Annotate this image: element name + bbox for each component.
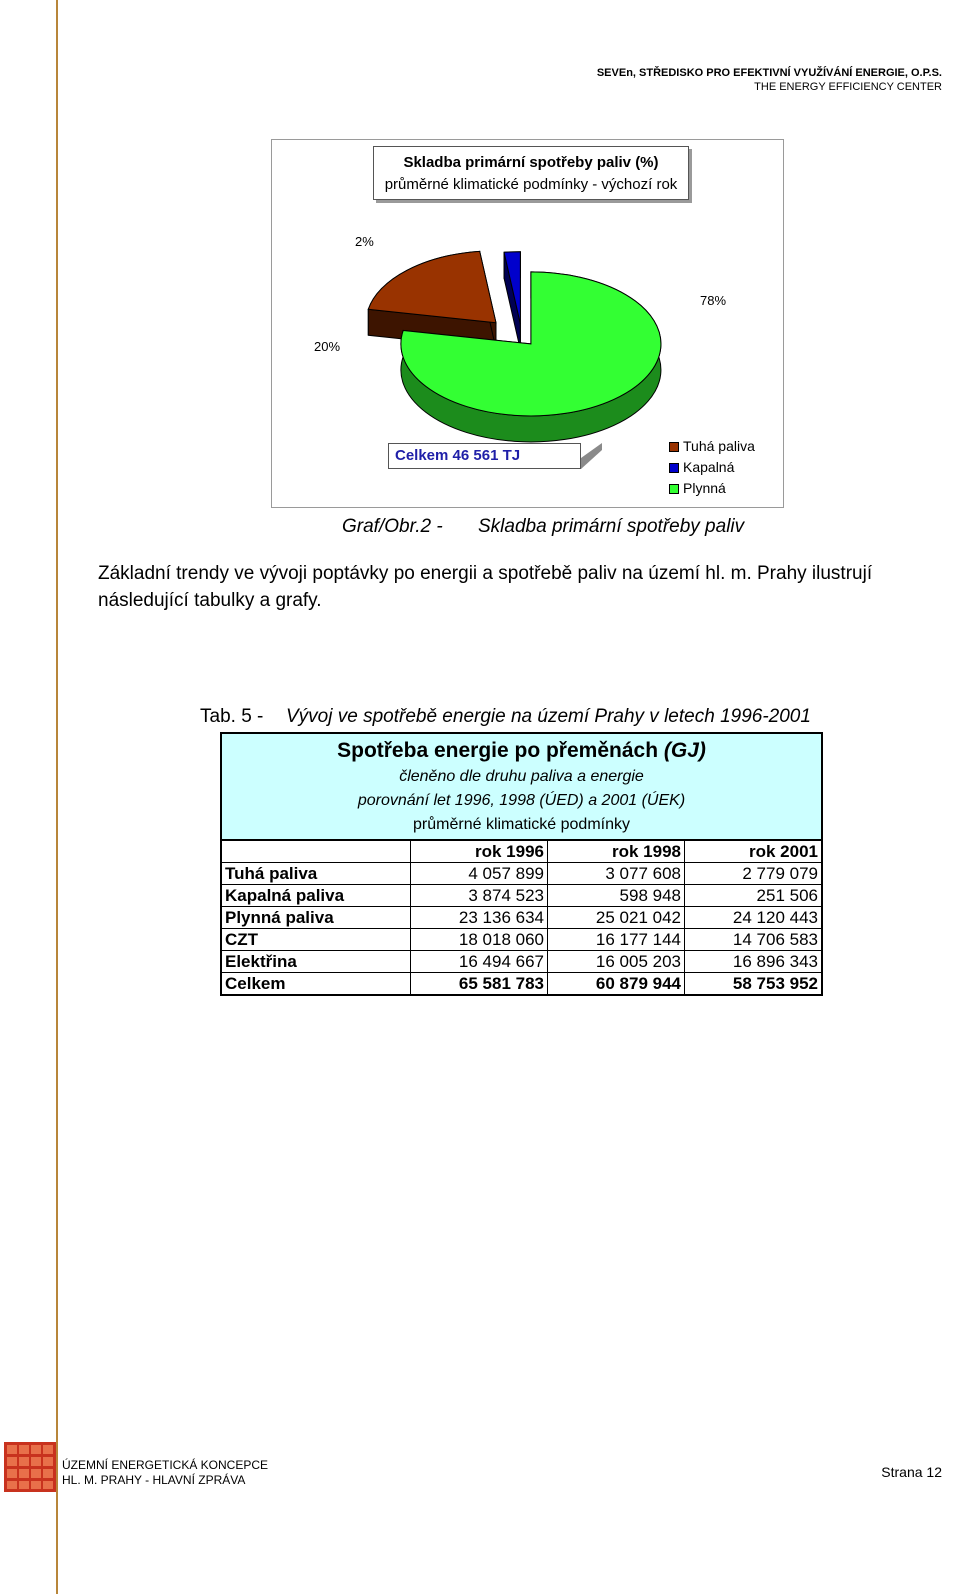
legend-label: Plynná xyxy=(683,480,726,496)
left-margin-rule xyxy=(56,0,58,1594)
chart-legend xyxy=(669,436,755,499)
table-cell: 18 018 060 xyxy=(411,929,548,951)
column-header: rok 1998 xyxy=(548,840,685,863)
pie-chart-frame xyxy=(271,139,784,508)
table-header-block xyxy=(221,733,822,840)
organization-subtitle: THE ENERGY EFFICIENCY CENTER xyxy=(754,81,942,93)
organization-name: SEVEn, STŘEDISKO PRO EFEKTIVNÍ VYUŽÍVÁNÍ ENERGIE, O.P.S. xyxy=(596,67,942,79)
legend-entry xyxy=(669,436,755,457)
body-paragraph: Základní trendy ve vývoji poptávky po energii a spotřebě paliv na území hl. m. Prahy ilustrují následující tabulky a grafy. xyxy=(98,563,873,611)
table-cell: 16 494 667 xyxy=(411,951,548,973)
table-total-row xyxy=(221,973,822,996)
total-box-shadow xyxy=(581,443,602,469)
table-column-header-row xyxy=(221,840,822,863)
row-label: Celkem xyxy=(221,973,411,996)
energy-consumption-table xyxy=(220,732,823,996)
table-cell: 65 581 783 xyxy=(411,973,548,996)
legend-label: Kapalná xyxy=(683,459,735,475)
footer-line-2: HL. M. PRAHY - HLAVNÍ ZPRÁVA xyxy=(62,1473,246,1487)
column-header: rok 1996 xyxy=(411,840,548,863)
footer-document-title xyxy=(62,1458,268,1488)
column-header: rok 2001 xyxy=(685,840,823,863)
table-caption-label: Tab. 5 - xyxy=(200,706,264,727)
row-label: Plynná paliva xyxy=(221,907,411,929)
table-title: Spotřeba energie po přeměnách (GJ) xyxy=(337,739,706,762)
organization-header xyxy=(597,66,942,94)
row-label: Elektřina xyxy=(221,951,411,973)
chart-subtitle: průměrné klimatické podmínky - výchozí rok xyxy=(384,176,678,193)
legend-swatch xyxy=(669,463,679,473)
chart-total-annotation: Celkem 46 561 TJ xyxy=(388,443,581,469)
table-cell: 598 948 xyxy=(548,885,685,907)
legend-entry xyxy=(669,457,755,478)
legend-entry xyxy=(669,478,755,499)
table-title-unit: (GJ) xyxy=(663,739,706,762)
row-label: CZT xyxy=(221,929,411,951)
table-cell: 16 177 144 xyxy=(548,929,685,951)
figure-caption-text: Skladba primární spotřeby paliv xyxy=(478,516,745,537)
legend-swatch xyxy=(669,484,679,494)
table-row xyxy=(221,929,822,951)
table-caption xyxy=(200,706,811,728)
table-row xyxy=(221,907,822,929)
page-number: Strana 12 xyxy=(881,1464,942,1480)
row-label: Kapalná paliva xyxy=(221,885,411,907)
table-cell: 3 874 523 xyxy=(411,885,548,907)
legend-label: Tuhá paliva xyxy=(683,438,755,454)
footer-line-1: ÚZEMNÍ ENERGETICKÁ KONCEPCE xyxy=(62,1458,269,1472)
legend-swatch xyxy=(669,442,679,452)
table-cell: 60 879 944 xyxy=(548,973,685,996)
row-label: Tuhá paliva xyxy=(221,863,411,885)
prague-logo xyxy=(4,1442,56,1492)
slice-kapalna xyxy=(504,252,520,350)
table-cell: 2 779 079 xyxy=(685,863,823,885)
table-cell: 3 077 608 xyxy=(548,863,685,885)
table-subtitle-1: členěno dle druhu paliva a energie xyxy=(399,768,644,785)
chart-title: Skladba primární spotřeby paliv (%) xyxy=(403,154,659,171)
table-cell: 14 706 583 xyxy=(685,929,823,951)
table-cell: 58 753 952 xyxy=(685,973,823,996)
chart-title-box xyxy=(373,146,689,200)
table-subtitle-2: porovnání let 1996, 1998 (ÚED) a 2001 (ÚEK) xyxy=(357,792,686,809)
table-cell: 16 005 203 xyxy=(548,951,685,973)
table-cell: 23 136 634 xyxy=(411,907,548,929)
table-corner-cell xyxy=(221,840,411,863)
data-label: 20% xyxy=(314,339,341,354)
table-row xyxy=(221,885,822,907)
data-label: 2% xyxy=(355,234,374,249)
figure-caption-label: Graf/Obr.2 - xyxy=(342,516,443,537)
table-cell: 251 506 xyxy=(685,885,823,907)
table-subtitle-3: průměrné klimatické podmínky xyxy=(413,816,630,833)
figure-caption xyxy=(342,516,744,538)
table-cell: 16 896 343 xyxy=(685,951,823,973)
table-cell: 24 120 443 xyxy=(685,907,823,929)
table-row xyxy=(221,863,822,885)
data-label: 78% xyxy=(700,293,727,308)
table-cell: 4 057 899 xyxy=(411,863,548,885)
table-caption-text: Vývoj ve spotřebě energie na území Prahy v letech 1996-2001 xyxy=(286,706,811,727)
table-cell: 25 021 042 xyxy=(548,907,685,929)
table-row xyxy=(221,951,822,973)
